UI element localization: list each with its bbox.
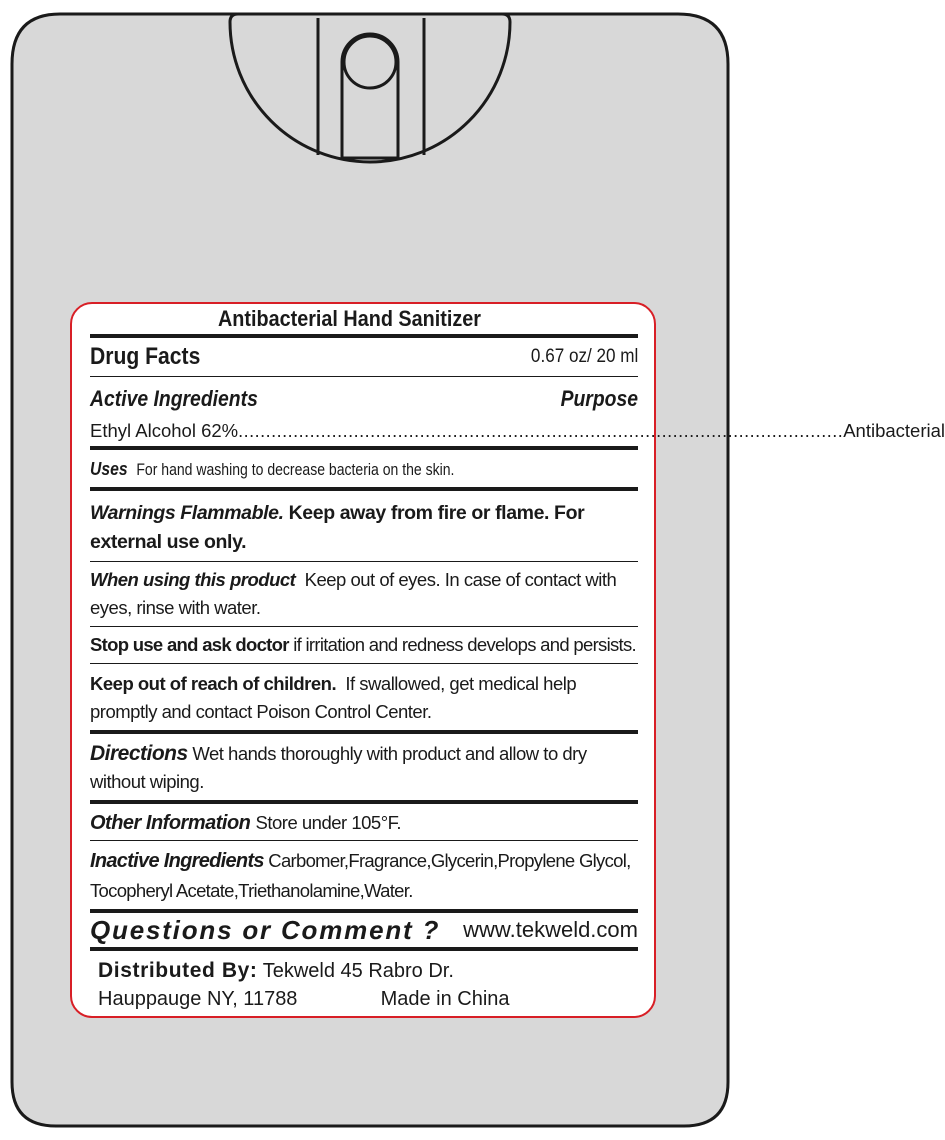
other-info-heading: Other Information [90, 812, 251, 834]
inactive-section [90, 841, 638, 909]
when-using-section [90, 562, 638, 626]
inactive-heading: Inactive Ingredients [90, 850, 264, 872]
when-using-heading: When using this product [90, 569, 296, 590]
distributor-line1: Tekweld 45 Rabro Dr. [262, 960, 454, 982]
active-ingredient-row [90, 417, 945, 445]
when-using-text: Keep out of eyes. In case of contact with eyes, rinse with water. [90, 569, 617, 618]
distributor-section [90, 951, 638, 1013]
directions-text: Wet hands thoroughly with product and allow to dry without wiping. [90, 743, 587, 792]
stop-use-heading: Stop use and ask doctor [90, 634, 289, 655]
leader-dots: .............................................................................................................. [238, 420, 844, 441]
warnings-text: Keep away from fire or flame. For external use only. [90, 502, 585, 553]
other-info-text: Store under 105°F. [255, 812, 401, 833]
made-in: Made in China [380, 988, 510, 1010]
keep-out-heading: Keep out of reach of children. [90, 673, 337, 694]
keep-out-section [90, 664, 638, 730]
questions-row [90, 913, 638, 947]
active-ingredients-heading: Active Ingredients [90, 386, 258, 411]
warnings-heading: Warnings Flammable. [90, 502, 284, 524]
stop-use-section [90, 627, 638, 663]
active-ingredients-header [90, 377, 638, 417]
active-purpose: Antibacterial [843, 420, 945, 441]
active-ingredient: Ethyl Alcohol 62% [90, 420, 239, 441]
uses-heading: Uses [90, 457, 128, 479]
distributor-line2: Hauppauge NY, 11788 [98, 988, 298, 1010]
questions-heading: Questions or Comment ? [90, 914, 441, 945]
inactive-text: Carbomer,Fragrance,Glycerin,Propylene Glycol, Tocopheryl Acetate,Triethanolamine,Water. [90, 850, 631, 901]
directions-heading: Directions [90, 742, 188, 765]
drug-facts-heading: Drug Facts [90, 343, 201, 370]
nozzle-hole [344, 36, 396, 88]
uses-section [90, 450, 638, 487]
directions-section [90, 734, 638, 800]
product-title: Antibacterial Hand Sanitizer [217, 306, 481, 331]
stop-use-text: if irritation and redness develops and persists. [293, 634, 636, 655]
keep-out-text: If swallowed, get medical help promptly and contact Poison Control Center. [90, 673, 577, 722]
drug-facts-content [90, 304, 945, 1013]
website-link[interactable]: www.tekweld.com [463, 917, 638, 942]
purpose-heading: Purpose [560, 386, 638, 411]
warnings-section [90, 491, 638, 561]
package-size: 0.67 oz/ 20 ml [530, 346, 638, 367]
distributed-heading: Distributed By: [98, 959, 258, 982]
drug-facts-row [90, 338, 638, 376]
other-info-section [90, 804, 638, 840]
uses-text: For hand washing to decrease bacteria on the skin. [136, 460, 455, 479]
